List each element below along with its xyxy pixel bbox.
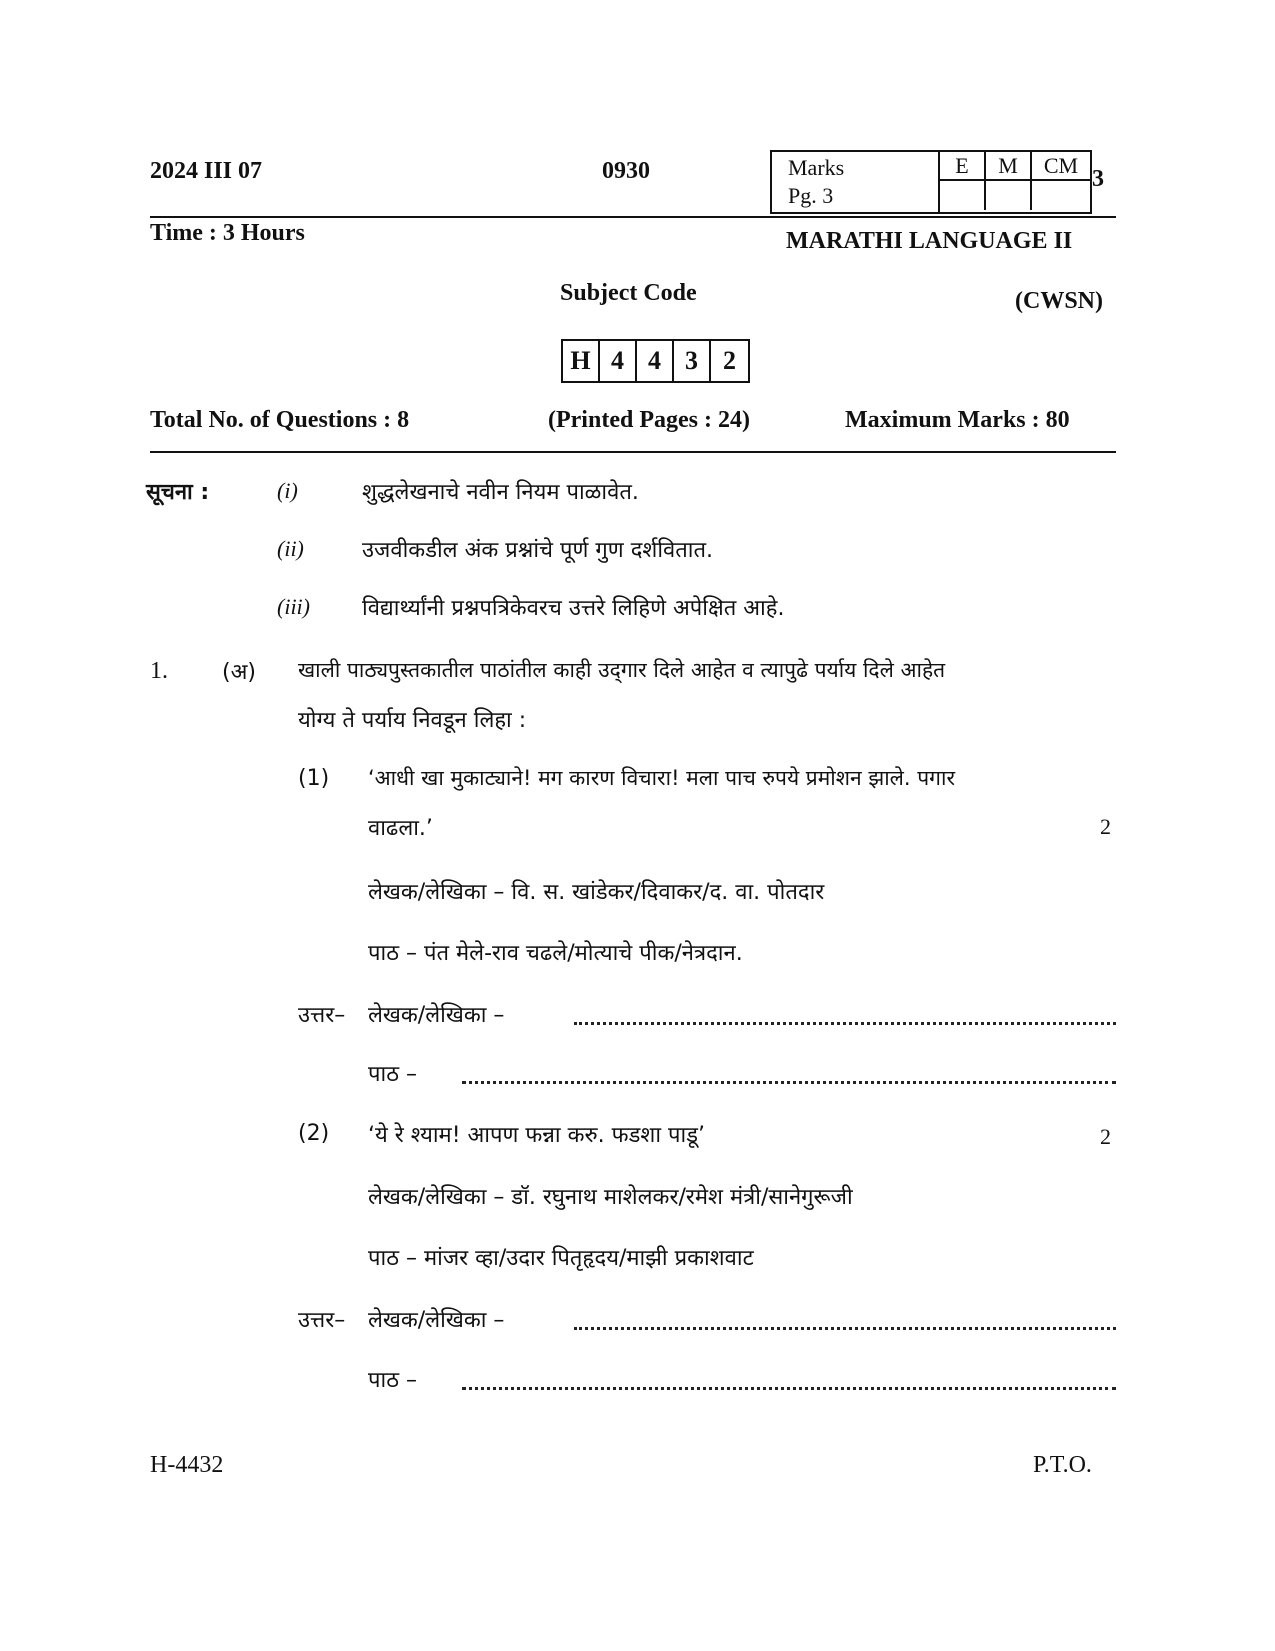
quote-line: ‘आधी खा मुकाट्याने! मग कारण विचारा! मला पाच रुपये प्रमोशन झाले. पगार (368, 766, 956, 790)
exam-code: 2024 III 07 (150, 158, 263, 184)
printed-pages: (Printed Pages : 24) (548, 407, 750, 433)
instruction-text: विद्यार्थ्यांनी प्रश्नपत्रिकेवरच उत्तरे लिहिणे अपेक्षित आहे. (362, 596, 785, 621)
instruction-text: शुद्धलेखनाचे नवीन नियम पाळावेत. (362, 480, 639, 505)
marks-label: Marks (788, 155, 845, 180)
lesson-options: पाठ – मांजर व्हा/उदार पितृहृदय/माझी प्रकाशवाट (368, 1246, 754, 1271)
answer-author-label: लेखक/लेखिका – (368, 1003, 505, 1028)
code-digit: 2 (723, 346, 736, 375)
marks-grid (940, 152, 1090, 212)
answer-label: उत्तर– (298, 1003, 346, 1028)
author-options: लेखक/लेखिका – डॉ. रघुनाथ माशेलकर/रमेश मंत्री/सानेगुरूजी (368, 1185, 853, 1210)
quote-line: वाढला.’ (368, 816, 433, 841)
lesson-options: पाठ – पंत मेले-राव चढले/मोत्याचे पीक/नेत्रदान. (368, 941, 743, 966)
marks-col-cm: CM (1032, 152, 1090, 181)
marks-cell-m (986, 181, 1032, 210)
answer-lesson-line[interactable] (462, 1081, 1116, 1084)
answer-lesson-label: पाठ – (368, 1368, 417, 1393)
instruction-number: (iii) (277, 594, 310, 619)
footer-pto: P.T.O. (1033, 1452, 1092, 1478)
answer-label: उत्तर– (298, 1308, 346, 1333)
answer-author-label: लेखक/लेखिका – (368, 1308, 505, 1333)
sub-question-number: (2) (298, 1121, 330, 1146)
time-label: Time : 3 Hours (150, 220, 305, 246)
instruction-text: उजवीकडील अंक प्रश्नांचे पूर्ण गुण दर्शवितात. (362, 538, 714, 563)
instruction-number: (ii) (277, 536, 304, 561)
code-digit: 4 (637, 341, 674, 381)
info-rule (150, 451, 1116, 453)
answer-lesson-label: पाठ – (368, 1062, 417, 1087)
question-text-line: योग्य ते पर्याय निवडून लिहा : (298, 708, 527, 733)
paper-number: 0930 (602, 158, 650, 184)
maximum-marks: Maximum Marks : 80 (845, 407, 1070, 433)
question-part: (अ) (222, 660, 256, 685)
quote-line: ‘ये रे श्याम! आपण फन्ना करु. फडशा पाडू’ (368, 1123, 705, 1148)
marks-col-e: E (940, 152, 986, 181)
answer-author-line[interactable] (574, 1327, 1116, 1330)
marks-cell-cm (1032, 181, 1090, 210)
total-questions: Total No. of Questions : 8 (150, 407, 410, 433)
footer-code: H-4432 (150, 1452, 224, 1478)
author-options: लेखक/लेखिका – वि. स. खांडेकर/दिवाकर/द. वा. पोतदार (368, 880, 825, 905)
question-number: 1. (150, 658, 168, 684)
subject-code-label: Subject Code (560, 280, 697, 306)
marks-value: 2 (1100, 814, 1111, 839)
header-rule (150, 216, 1116, 218)
instructions-label: सूचना : (146, 480, 210, 505)
cwsn-label: (CWSN) (1015, 288, 1103, 314)
subject-title: MARATHI LANGUAGE II (786, 228, 1073, 254)
page-number: 3 (1092, 166, 1104, 192)
marks-value: 2 (1100, 1124, 1111, 1149)
answer-author-line[interactable] (574, 1022, 1116, 1025)
marks-box-labels (772, 152, 940, 212)
marks-cell-e (940, 181, 986, 210)
marks-col-m: M (986, 152, 1032, 181)
marks-box (770, 150, 1092, 214)
question-text-line: खाली पाठ्यपुस्तकातील पाठांतील काही उद्‌गार दिले आहेत व त्यापुढे पर्याय दिले आहेत (298, 658, 946, 682)
answer-lesson-line[interactable] (462, 1387, 1116, 1390)
subject-code-boxes (561, 339, 750, 383)
code-digit: 4 (600, 341, 637, 381)
sub-question-number: (1) (298, 766, 330, 791)
instruction-number: (i) (277, 478, 298, 503)
page-label: Pg. 3 (788, 183, 834, 208)
code-digit: 3 (674, 341, 711, 381)
code-digit: H (563, 341, 600, 381)
